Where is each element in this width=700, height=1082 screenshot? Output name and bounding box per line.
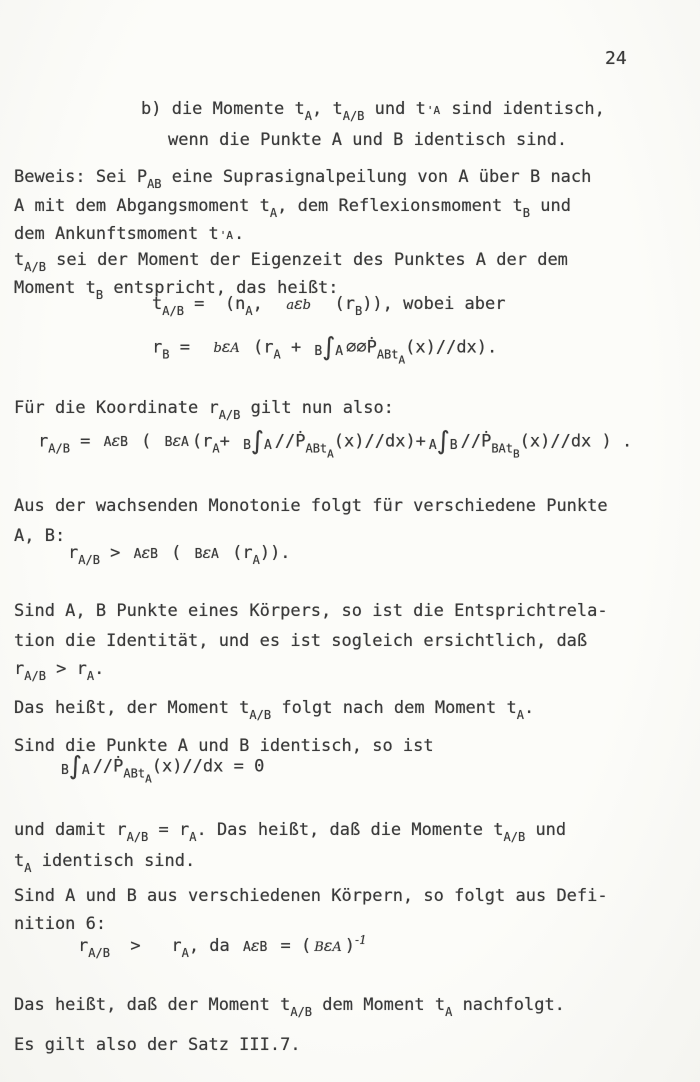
integral-with-limits: B∫A — [61, 751, 90, 780]
text-koerper-1: Sind A, B Punkte eines Körpers, so ist die Entsprichtrela- — [14, 601, 608, 621]
text-satz: Es gilt also der Satz III.7. — [14, 1035, 301, 1055]
correspondence-operator: AεB — [243, 935, 268, 955]
correspondence-operator: AεB — [103, 431, 128, 450]
text-definition-2: nition 6: — [14, 914, 107, 934]
proof-line-2: A mit dem Abgangsmoment $t_A$, dem Reflexionsmoment $t_B$ und — [14, 196, 571, 220]
formula-r-ab-expanded: $r_{A/B} = A\varepsilon B$ ( BεA ($r_A+ B\int A$ //Ṗ$_{ABtA}$(x)//dx)+ A∫B //Ṗ$_{BAtB}$(x)//dx ) . — [38, 426, 633, 461]
text-koordinate: Für die Koordinate $r_{A/B}$ gilt nun also: — [14, 398, 394, 422]
item-b-line-1: b) die Momente $t_A$, $t_{A/B}$ und t'A sind identisch, — [141, 99, 605, 123]
text-moment-folgt: Das heißt, der Moment $t_{A/B}$ folgt nach dem Moment $t_A$. — [14, 698, 535, 722]
proof-line-5: Moment $t_B$ entspricht, das heißt: — [14, 278, 339, 302]
text-monotonie-2: A, B: — [14, 526, 66, 546]
correspondence-operator: AεB — [133, 542, 158, 562]
correspondence-operator: BεA — [164, 431, 189, 450]
formula-r-ab-greater: $r_{A/B} > A\varepsilon B$ ( BεA $(r_A)$). — [68, 542, 291, 567]
integral-with-limits: B∫A — [243, 426, 272, 455]
text-definition-1: Sind A und B aus verschiedenen Körpern, so folgt aus Defi- — [14, 886, 608, 906]
prime-subscript-stack: 'A — [426, 103, 441, 117]
correspondence-operator: bεA — [213, 337, 240, 356]
correspondence-operator: BεA — [194, 542, 219, 562]
text-damit-1: und damit $r_{A/B} = r_A$. Das heißt, daß die Momente $t_{A/B}$ und — [14, 820, 567, 844]
text-monotonie-1: Aus der wachsenden Monotonie folgt für verschiedene Punkte — [14, 496, 608, 516]
text-identisch: Sind die Punkte A und B identisch, so ist — [14, 736, 434, 756]
correspondence-operator: aεb — [286, 293, 311, 313]
integral-with-limits: B∫A — [314, 332, 344, 361]
text-damit-2: $t_A$ identisch sind. — [14, 851, 196, 875]
text-nachfolgt: Das heißt, daß der Moment $t_{A/B}$ dem Moment $t_A$ nachfolgt. — [14, 995, 565, 1019]
prime-subscript-stack: 'A — [219, 228, 233, 242]
page-number: 24 — [605, 48, 627, 69]
formula-integral-zero: B∫A //Ṗ$_{ABtA}$(x)//dx = 0 — [61, 751, 265, 786]
text-koerper-2: tion die Identität, und es ist sogleich ersichtlich, daß — [14, 631, 588, 651]
proof-line-3: dem Ankunftsmoment t'A. — [14, 224, 245, 244]
text-koerper-3: $r_{A/B} > r_A$. — [14, 659, 105, 683]
proof-line-1: Beweis: Sei $P_{AB}$ eine Suprasignalpeilung von A über B nach — [14, 167, 592, 191]
correspondence-operator: BεA — [314, 935, 342, 955]
item-b-line-2: wenn die Punkte A und B identisch sind. — [168, 130, 568, 150]
formula-r-b: $r_B = b\varepsilon A$ ($r_A + B\int A$ ∅∅Ṗ$_{ABtA}$(x)//dx). — [152, 332, 498, 367]
formula-t-ab: $t_{A/B} = (n_A$, aεb $(r_B)$), wobei aber — [152, 293, 506, 318]
proof-line-4: $t_{A/B}$ sei der Moment der Eigenzeit des Punktes A der dem — [14, 250, 568, 274]
integral-with-limits: A∫B — [428, 426, 458, 455]
formula-inverse: $r_{A/B} > r_A$, da AεB = ( BεA )$^{-1}$ — [78, 933, 367, 960]
